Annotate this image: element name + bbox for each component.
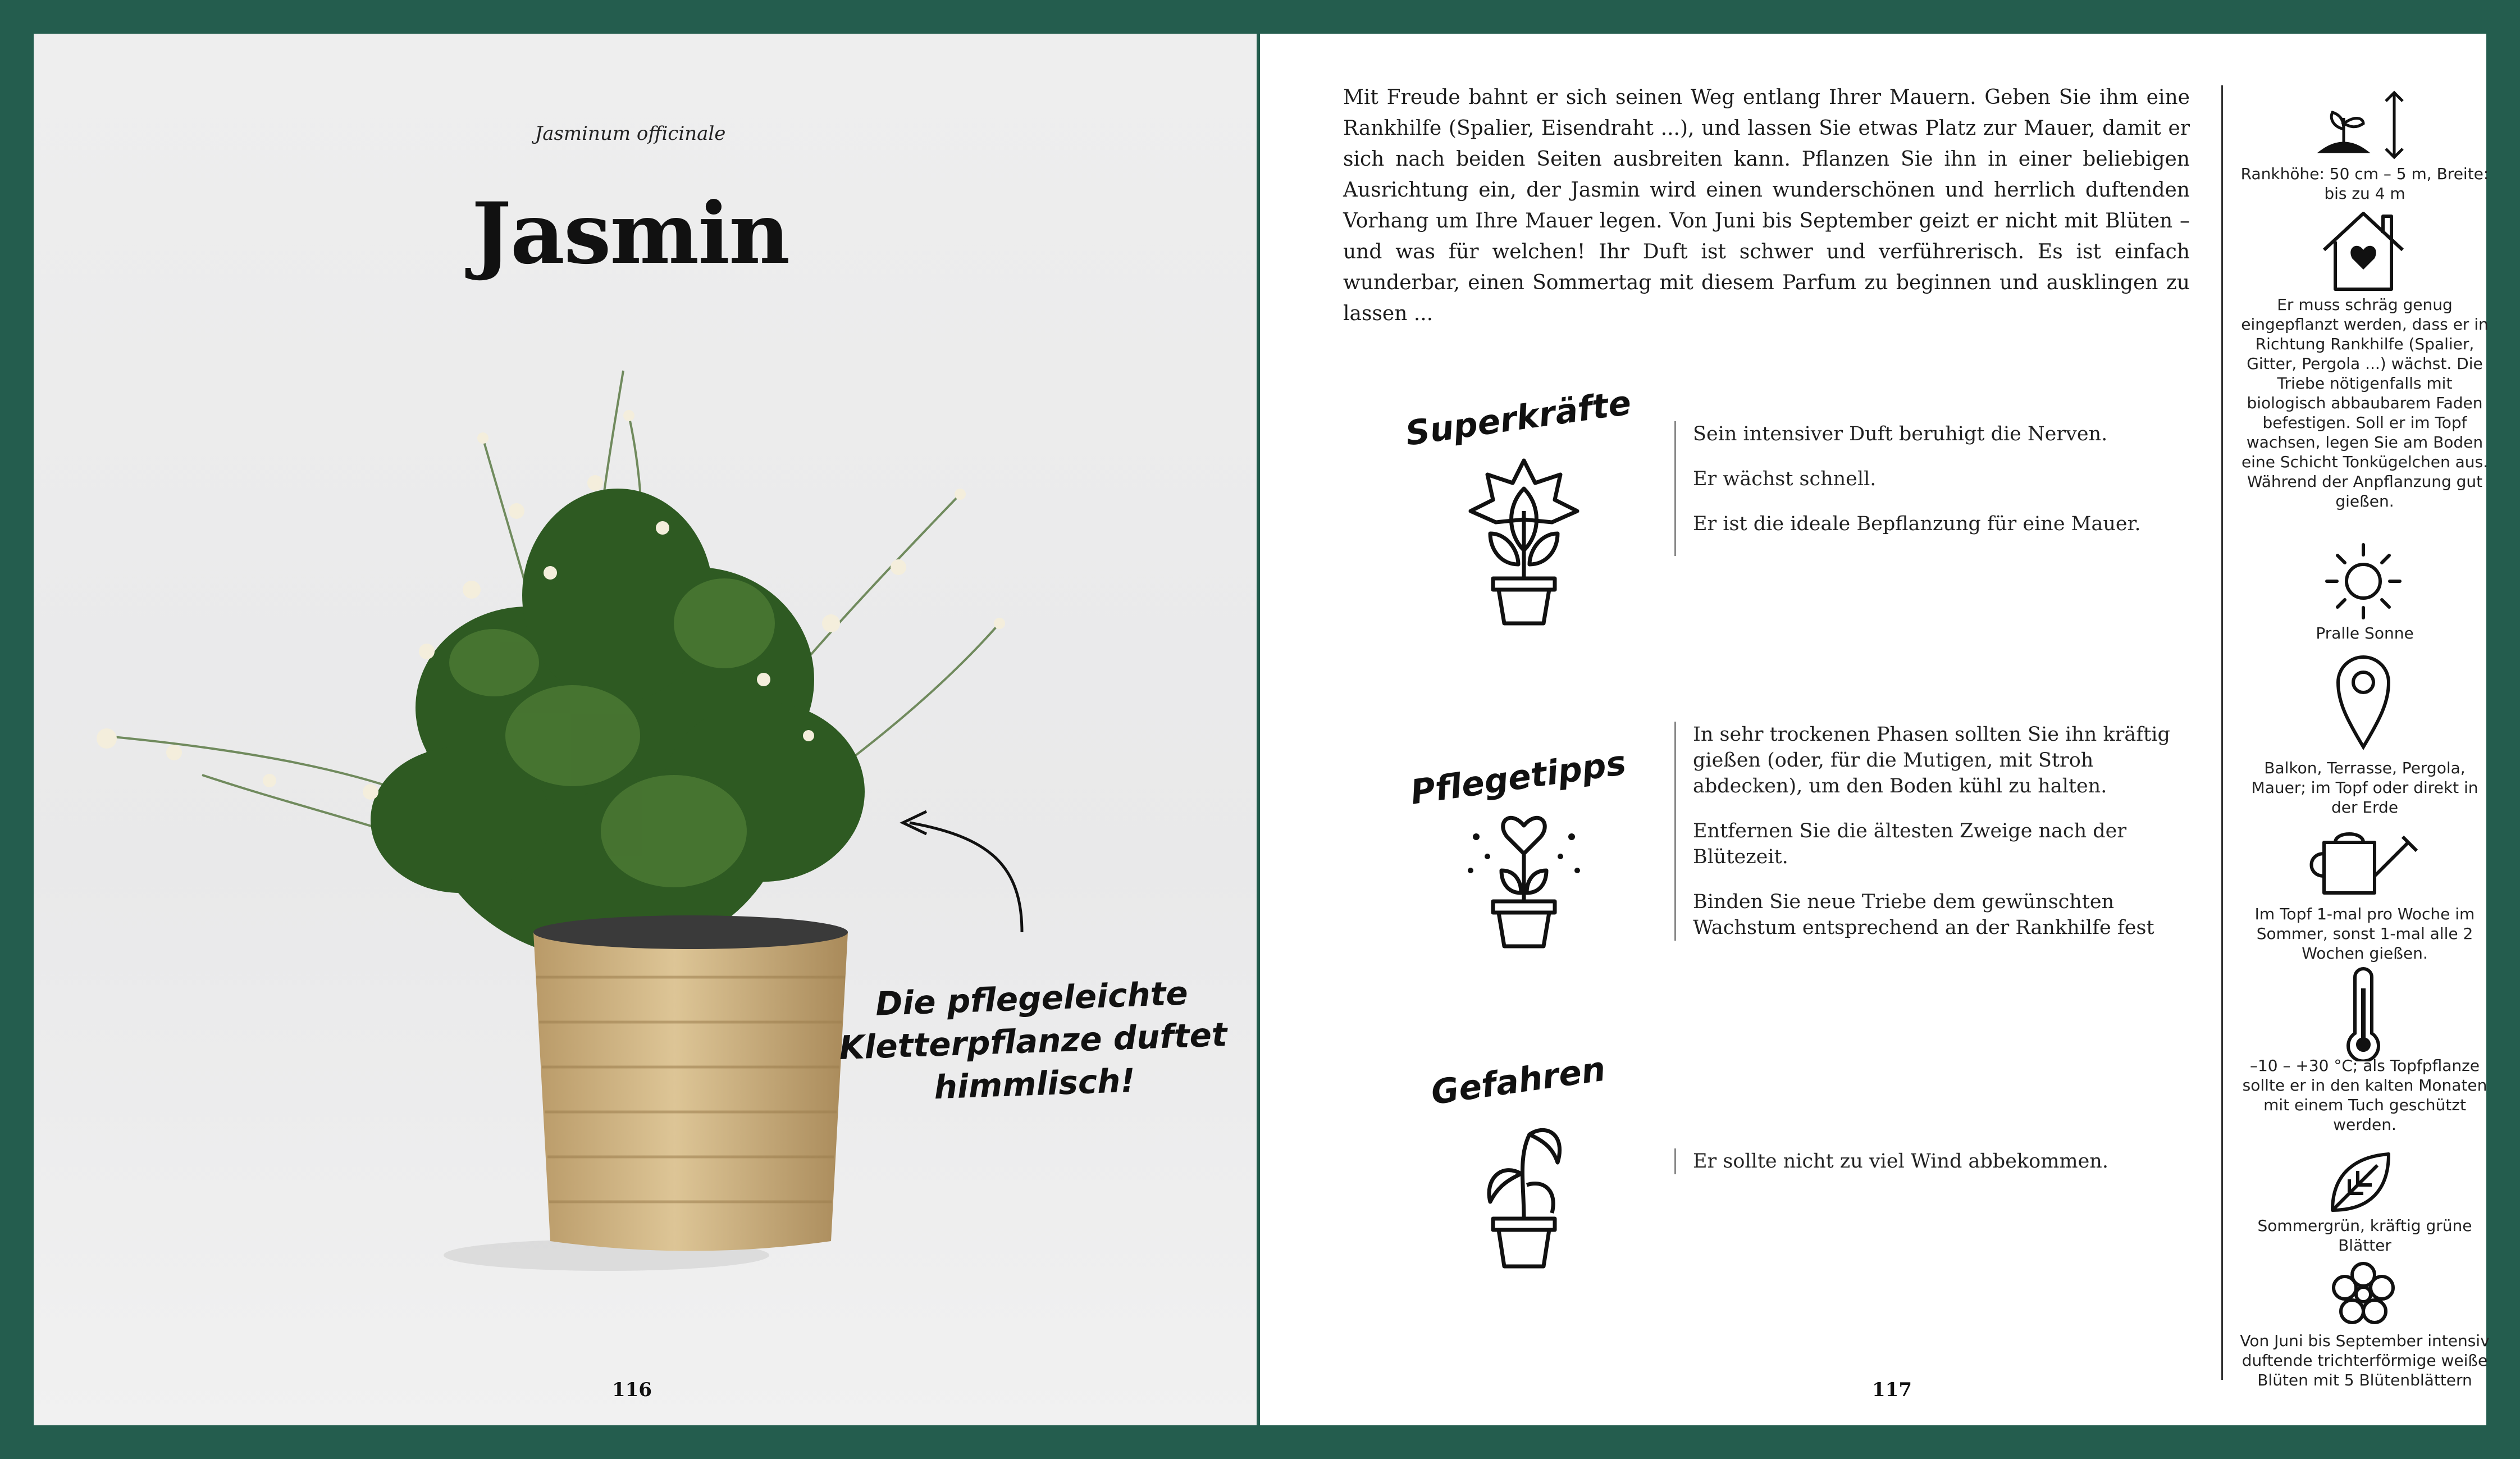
pflegetipps-item: Binden Sie neue Triebe dem gewünschten Wachstum entsprechend an der Rankhilfe fest bbox=[1693, 891, 2154, 939]
wilting-plant-icon bbox=[1468, 1101, 1580, 1269]
sidebar-text-sun: Pralle Sonne bbox=[2316, 624, 2414, 642]
sidebar-text-foliage: Sommergrün, kräftig grüne Blätter bbox=[2257, 1216, 2472, 1255]
column-divider bbox=[2221, 85, 2223, 1380]
superkraefte-title: Superkräfte bbox=[1403, 383, 1634, 454]
gefahren-list bbox=[1674, 1148, 2198, 1174]
sidebar-text-location: Balkon, Terrasse, Pergola, Mauer; im Topf oder direkt in der Erde bbox=[2251, 759, 2478, 817]
sidebar-text-temperature: –10 – +30 °C; als Topfpflanze sollte er in den kalten Monaten mit einem Tuch geschützt werden. bbox=[2242, 1056, 2487, 1134]
superkraefte-item: Er wächst schnell. bbox=[1693, 468, 1877, 490]
gefahren-item: Er sollte nicht zu viel Wind abbekommen. bbox=[1693, 1150, 2108, 1173]
plant-height-icon bbox=[2310, 84, 2422, 163]
pflegetipps-title: Pflegetipps bbox=[1408, 743, 1629, 813]
superkraefte-item: Er ist die ideale Bepflanzung für eine Mauer. bbox=[1693, 513, 2141, 535]
sidebar-text-flowers: Von Juni bis September intensiv duftende trichterförmige weiße Blüten mit 5 Blütenblättern bbox=[2240, 1332, 2490, 1389]
intro-paragraph: Mit Freude bahnt er sich seinen Weg entlang Ihrer Mauern. Geben Sie ihm eine Rankhilfe (Spalier, Eisendraht ...), und lassen Sie etwas Platz zur Mauer, damit er sich nach beiden Seiten ausbreiten kann. Pflanzen Sie ihn in einer beliebigen Ausrichtung ein, der Jasmin wird einen wunderschönen und herrlich duftenden Vorhang um Ihre Mauer legen. Von Juni bis September geizt er nicht mit Blüten – und was für welchen! Ihr Duft ist schwer und verführerisch. Es ist einfach wunderbar, einen Sommertag mit diesem Parfum zu beginnen und ausklingen zu lassen ... bbox=[1343, 86, 2190, 325]
page-number-left: 116 bbox=[612, 1379, 652, 1401]
house-heart-icon bbox=[2313, 205, 2414, 295]
location-pin-icon bbox=[2335, 651, 2391, 753]
sun-icon bbox=[2321, 539, 2405, 623]
sidebar-text-watering: Im Topf 1-mal pro Woche im Sommer, sonst 1-mal alle 2 Wochen gießen. bbox=[2254, 905, 2475, 963]
superkraefte-list bbox=[1674, 421, 2198, 556]
superkraefte-item: Sein intensiver Duft beruhigt die Nerven. bbox=[1693, 423, 2108, 445]
photo-caption: Die pflegeleichte Kletterpflanze duftet himmlisch! bbox=[838, 974, 1228, 1107]
flower-icon bbox=[2330, 1261, 2397, 1328]
jasmine-plant-photo bbox=[34, 34, 1257, 1425]
left-page bbox=[34, 34, 1257, 1425]
thermometer-icon bbox=[2338, 966, 2389, 1061]
superpower-plant-icon bbox=[1457, 449, 1591, 629]
right-page bbox=[1260, 34, 2490, 1425]
latin-name: Jasminum officinale bbox=[535, 122, 726, 145]
page-number-right: 117 bbox=[1872, 1379, 1912, 1401]
watering-can-icon bbox=[2302, 826, 2425, 899]
care-plant-icon bbox=[1457, 803, 1591, 949]
leaf-icon bbox=[2324, 1148, 2397, 1216]
page-title: Jasmin bbox=[471, 184, 789, 283]
sidebar-text-planting: Er muss schräg genug eingepflanzt werden, dass er in Richtung Rankhilfe (Spalier, Gitter, Pergola ...) wächst. Die Triebe nötigenfalls mit biologisch abbaubarem Faden befestigen. Soll er im Topf wachsen, legen Sie am Boden eine Schicht Tonkügelchen aus. Während der Anpflanzung gut gießen. bbox=[2241, 295, 2489, 510]
pflegetipps-list bbox=[1674, 722, 2198, 941]
pflegetipps-item: Entfernen Sie die ältesten Zweige nach der Blütezeit. bbox=[1693, 820, 2127, 868]
gefahren-title: Gefahren bbox=[1428, 1049, 1608, 1113]
sidebar-text-height: Rankhöhe: 50 cm – 5 m, Breite: bis zu 4 m bbox=[2240, 165, 2489, 203]
pflegetipps-item: In sehr trockenen Phasen sollten Sie ihn kräftig gießen (oder, für die Mutigen, mit Stroh abdecken), um den Boden kühl zu halten. bbox=[1693, 723, 2170, 797]
